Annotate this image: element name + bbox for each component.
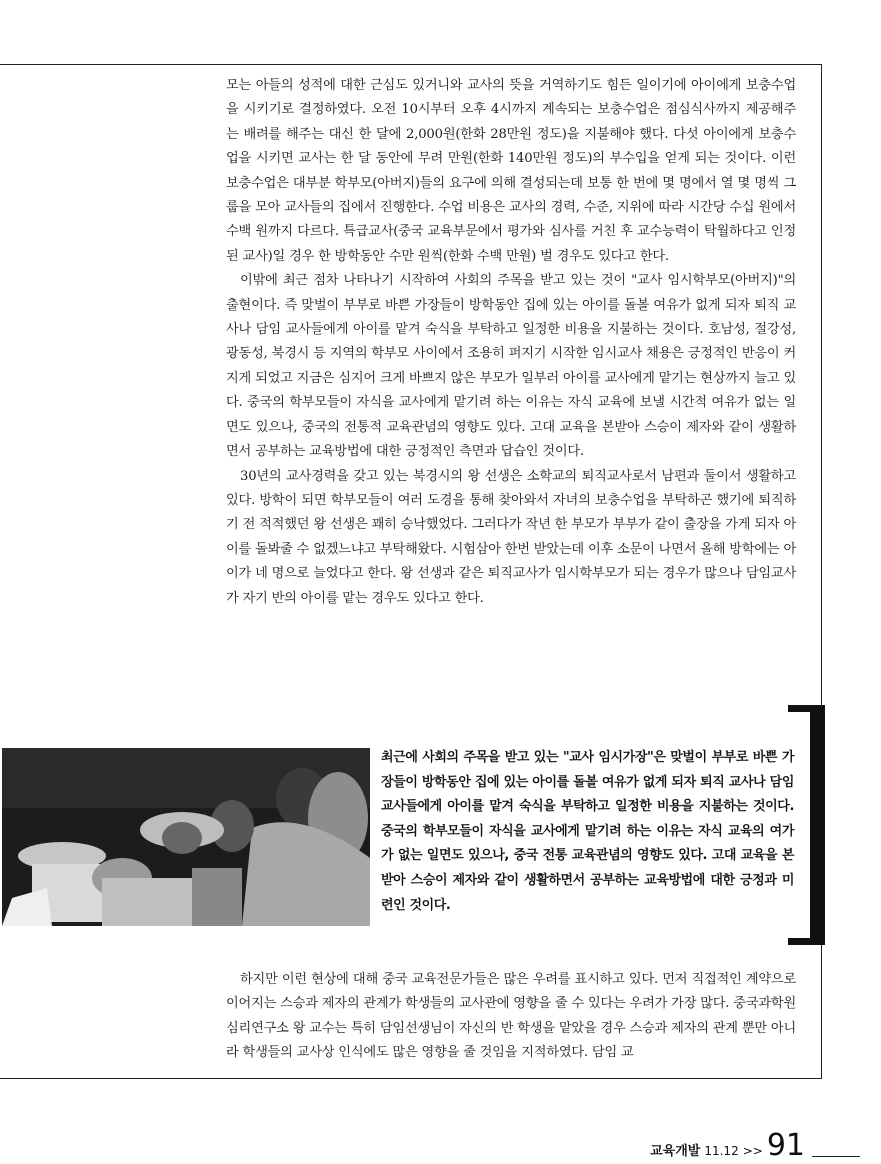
paragraph: 30년의 교사경력을 갖고 있는 북경시의 왕 선생은 소학교의 퇴직교사로서 남편과 둘이서 생활하고 있다. 방학이 되면 학부모들이 여러 도경을 통해 찾아와서 자녀의 보충수업을 부탁하곤 했기에 퇴직하기 전 적적했던 왕 선생은 꽤히 승낙했었다. 그러다가 작년 한 부모가 부부가 같이 출장을 가게 되자 아이를 돌봐줄 수 없겠느냐고 부탁해왔다. 시험삼아 한번 받았는데 이후 소문이 나면서 올해 방학에는 아이가 네 명으로 늘었다고 한다. 왕 선생과 같은 퇴직교사가 임시학부모가 되는 경우가 많으나 담임교사가 자기 반의 아이를 맡는 경우도 있다고 한다. — [226, 468, 796, 606]
bracket-bottom — [788, 938, 825, 945]
photo-graphic — [2, 748, 370, 926]
page-number: 91 — [766, 1128, 805, 1163]
body-text-top — [226, 74, 796, 611]
paragraph: 하지만 이런 현상에 대해 중국 교육전문가들은 많은 우려를 표시하고 있다. 먼저 직접적인 계약으로 이어지는 스승과 제자의 관계가 학생들의 교사관에 영향을 줄 수 있다는 우려가 가장 많다. 중국과학원 심리연구소 왕 교수는 특히 담임선생님이 자신의 반 학생을 맡았을 경우 스승과 제자의 관계 뿐만 아니라 학생들의 교사상 인식에도 많은 영향을 줄 것임을 지적하였다. 담임 교 — [226, 972, 796, 1061]
scan-border-bottom — [0, 1078, 822, 1079]
scan-mark-bottom-right — [812, 1156, 860, 1157]
footer-arrows: >> — [742, 1144, 763, 1158]
bracket-vertical — [810, 705, 825, 945]
scan-border-top — [0, 64, 822, 65]
body-text-bottom — [226, 968, 796, 1066]
magazine-name: 교육개발 — [650, 1144, 701, 1159]
paragraph: 모는 아들의 성적에 대한 근심도 있거니와 교사의 뜻을 거역하기도 힘든 일이기에 아이에게 보충수업을 시키기로 결정하였다. 오전 10시부터 오후 4시까지 계속되는 보충수업은 점심식사까지 제공해주는 배려를 해주는 대신 한 달에 2,000원(한화 28만원 정도)을 지불해야 했다. 다섯 아이에게 보충수업을 시키면 교사는 한 달 동안에 무려 만원(한화 140만원 정도)의 부수입을 얻게 되는 것이다. 이런 보충수업은 대부분 학부모(아버지)들의 요구에 의해 결성되는데 보통 한 번에 몇 명에서 열 몇 명씩 그룹을 모아 교사들의 집에서 진행한다. 수업 비용은 교사의 경력, 수준, 지위에 따라 시간당 수십 원에서 수백 원까지 다르다. 특급교사(중국 교육부문에서 평가와 심사를 거친 후 교수능력이 탁월하다고 인정된 교사)일 경우 한 방학동안 수만 원씩(한화 수백 만원) 벌 경우도 있다고 한다. — [226, 78, 796, 264]
page-footer — [650, 1128, 805, 1164]
bracket-top — [788, 705, 825, 712]
paragraph: 이밖에 최근 점차 나타나기 시작하여 사회의 주목을 받고 있는 것이 "교사 임시학부모(아버지)"의 출현이다. 즉 맞벌이 부부로 바쁜 가장들이 방학동안 집에 있는 아이를 돌볼 여유가 없게 되자 퇴직 교사나 담임 교사들에게 아이를 맡겨 숙식을 부탁하고 일정한 비용을 지불하는 것이다. 호남성, 절강성, 광동성, 북경시 등 지역의 학부모 사이에서 조용히 퍼지기 시작한 임시교사 채용은 긍정적인 반응이 커지게 되었고 지금은 심지어 크게 바쁘지 않은 부모가 일부러 아이를 교사에게 맡기는 현상까지 늘고 있다. 중국의 학부모들이 자식을 교사에게 맡기려 하는 이유는 자식 교육에 보낼 시간적 여유가 없는 일면도 있으나, 중국의 전통적 교육관념의 영향도 있다. 고대 교육을 본받아 스승이 제자와 같이 생활하면서 공부하는 교육방법에 대한 긍정적인 측면과 답습인 것이다. — [226, 273, 796, 460]
issue-number: 11.12 — [704, 1144, 739, 1158]
article-photo — [2, 748, 370, 926]
photo-caption: 최근에 사회의 주목을 받고 있는 "교사 임시가장"은 맞벌이 부부로 바쁜 가장들이 방학동안 집에 있는 아이를 돌볼 여유가 없게 되자 퇴직 교사나 담임 교사들에게 아이를 맡겨 숙식을 부탁하고 일정한 비용을 지불하는 것이다. 중국의 학부모들이 자식을 교사에게 맡기려 하는 이유는 자식 교육의 여가가 없는 일면도 있으나, 중국 전통 교육관념의 영향도 있다. 고대 교육을 본받아 스승이 제자와 같이 생활하면서 공부하는 교육방법에 대한 긍정과 미련인 것이다. — [381, 750, 794, 913]
